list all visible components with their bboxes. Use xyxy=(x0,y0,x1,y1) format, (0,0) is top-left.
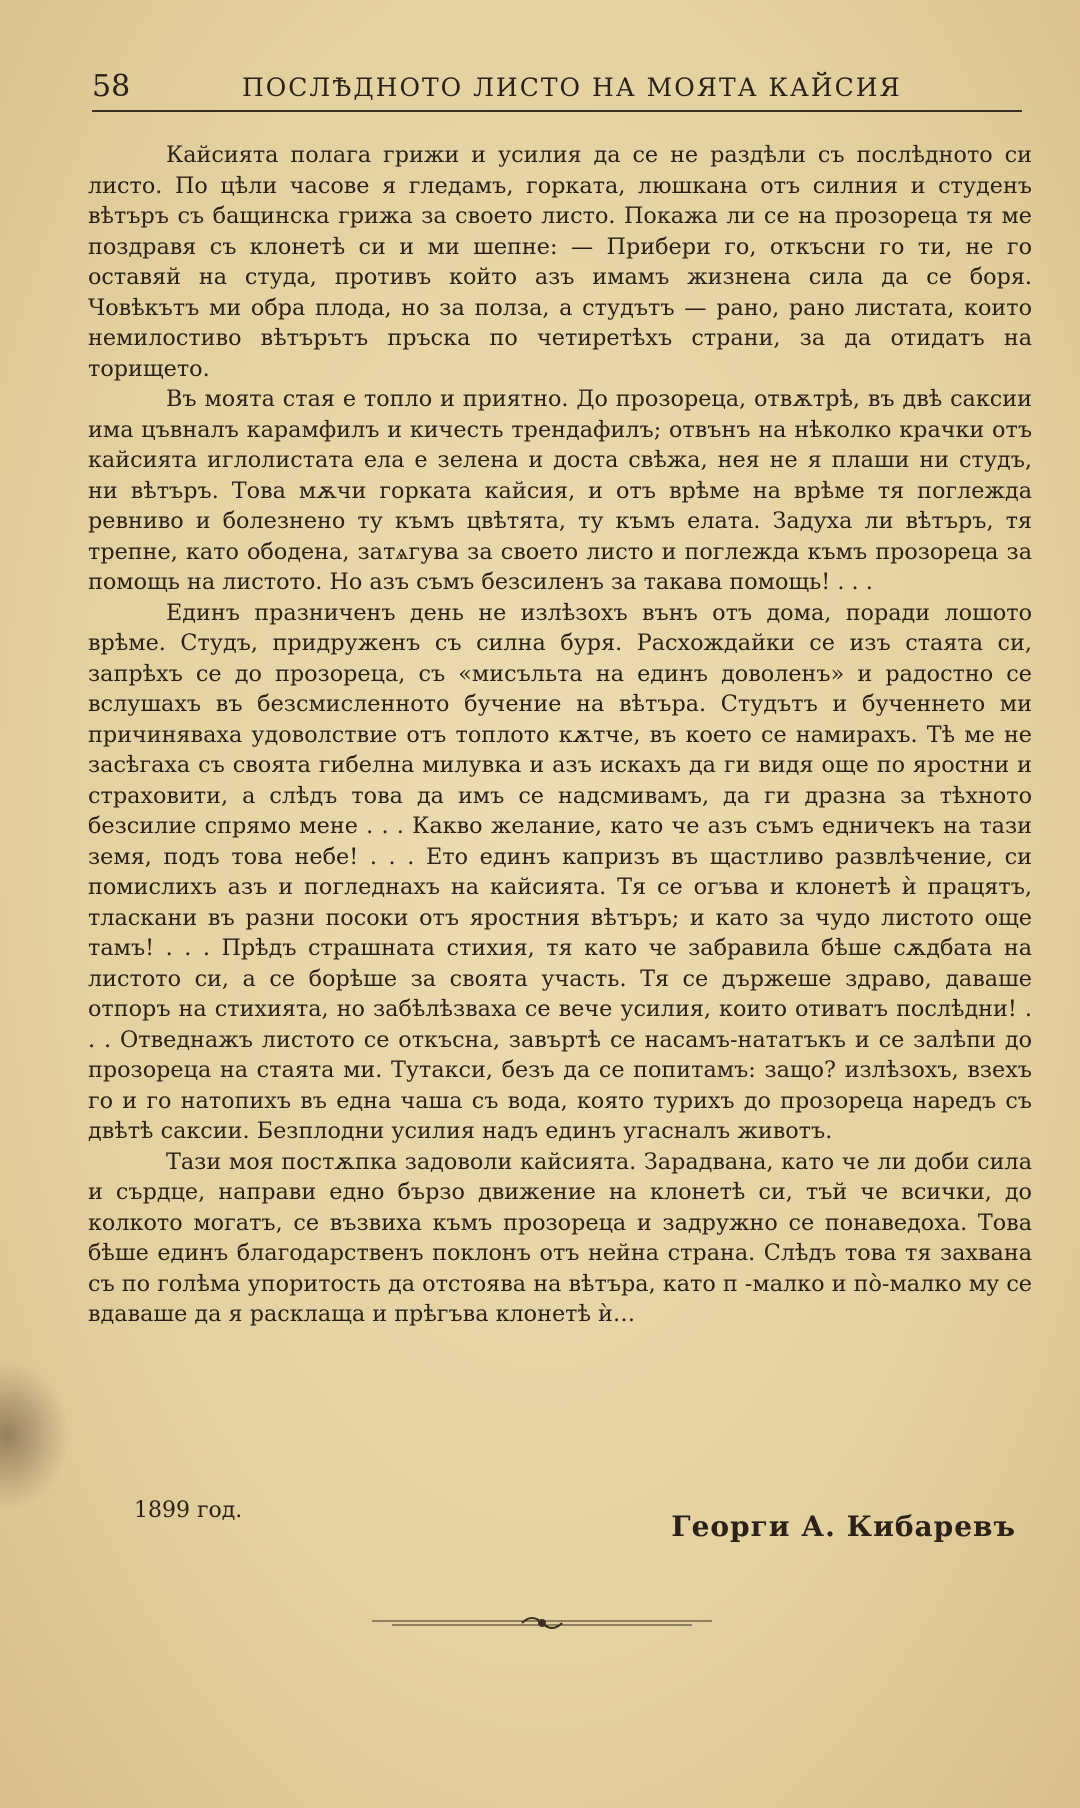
author-signature: Георги А. Кибаревъ xyxy=(671,1510,1016,1543)
paragraph: Единъ празниченъ день не излѣзохъ вънъ отъ дома, поради лошото врѣме. Студъ, придруженъ съ силна буря. Расхождайки се изъ стаята си, запрѣхъ се до прозореца, съ «мисъльта на единъ доволенъ» и радостно се вслушахъ въ безсмисленното бучение на вѣтъра. Студътъ и бученнето ми причиняваха удоволствие отъ топлото кѫтче, въ което се намирахъ. Тѣ ме не засѣгаха съ своята гибелна милувка и азъ искахъ да ги видя още по яростни и страховити, а слѣдъ това да имъ се надсмивамъ, да ги дразна за тѣхното безсилие спрямо мене . . . Какво желание, като че азъ съмъ едничекъ на тази земя, подъ това небе! . . . Ето единъ капризъ въ щастливо развлѣчение, си помислихъ азъ и погледнахъ на кайсията. Тя се огъва и клонетѣ ѝ працятъ, тласкани въ разни посоки отъ яростния вѣтъръ; и като за чудо листото още тамъ! . . . Прѣдъ страшната стихия, тя като че забравила бѣше сѫдбата на листото си, а се борѣше за своята участь. Тя се държеше здраво, даваше отпоръ на стихията, но забѣлѣзваха се вече усилия, които отиватъ послѣдни! . . . Отведнажъ листото се откъсна, завъртѣ се насамъ-нататъкъ и се залѣпи до прозореца на стаята ми. Тутакси, безъ да се попитамъ: защо? излѣзохъ, взехъ го и го натопихъ въ една чаша съ вода, която турихъ до прозореца наредъ съ двѣтѣ саксии. Безплодни усилия надъ единъ угасналъ животъ. xyxy=(88,599,1032,1144)
paragraph: Въ моята стая е топло и приятно. До прозореца, отвѫтрѣ, въ двѣ саксии има цъвналъ карамфилъ и кичесть трендафилъ; отвънъ на нѣколко крачки отъ кайсията иглолистата ела е зелена и доста свѣжа, нея не я плаши ни студъ, ни вѣтъръ. Това мѫчи горката кайсия, и отъ врѣме на врѣме тя поглежда ревниво и болезнено ту къмъ цвѣтята, ту къмъ елата. Задуха ли вѣтъръ, тя трепне, като ободена, затѧгува за своето листо и поглежда къмъ прозореца за помощь на листото. Но азъ съмъ безсиленъ за такава помощь! . . . xyxy=(88,386,1032,595)
page-header xyxy=(92,62,1022,112)
story-footer xyxy=(88,1490,1032,1550)
story-body xyxy=(88,140,1032,1330)
year-note: 1899 год. xyxy=(134,1498,243,1523)
page-number: 58 xyxy=(92,69,131,104)
running-title: ПОСЛѢДНОТО ЛИСТО НА МОЯТА КАЙСИЯ xyxy=(242,73,902,102)
ornament-divider-icon xyxy=(372,1608,712,1638)
paragraph: Кайсията полага грижи и усилия да се не раздѣли съ послѣдното си листо. По цѣли часове я гледамъ, горката, люшкана отъ силния и студенъ вѣтъръ съ бащинска грижа за своето листо. Покажа ли се на прозореца тя ме поздравя съ клонетѣ си и ми шепне: — Прибери го, откъсни го ти, не го оставяй на студа, противъ който азъ имамъ жизнена сила да се боря. Човѣкътъ ми обра плода, но за полза, а студътъ — рано, рано листата, които немилостиво вѣтърътъ пръска по четиретѣхъ страни, за да отидатъ на торището. xyxy=(88,142,1032,382)
page-stain xyxy=(0,1360,70,1510)
paragraph: Тази моя постѫпка задоволи кайсията. Зарадвана, като че ли доби сила и сърдце, направи едно бързо движение на клонетѣ си, тъй че всички, до колкото могатъ, се възвиха къмъ прозореца и задружно се понаведоха. Това бѣше единъ благодарственъ поклонъ отъ нейна страна. Слѣдъ това тя захвана съ по голѣма упоритость да отстоява на вѣтъра, като п -малко и пò-малко му се вдаваше да я расклаща и прѣгъва клонетѣ ѝ… xyxy=(88,1148,1032,1327)
